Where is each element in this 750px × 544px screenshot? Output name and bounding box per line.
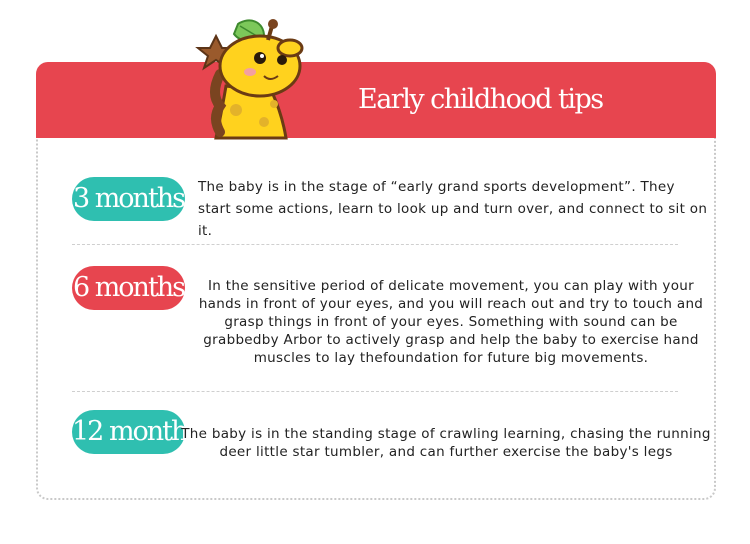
age-badge-3-months: 3 months (72, 177, 185, 221)
giraffe-mascot-icon (190, 14, 320, 142)
page-title: Early childhood tips (358, 84, 603, 115)
age-badge-6-months: 6 months (72, 266, 185, 310)
tip-text-3-months: The baby is in the stage of “early grand sports development”. They start some actions, learn to look up and turn over, and connect to sit on it. (198, 179, 708, 239)
tip-text-6-months: In the sensitive period of delicate movement, you can play with your hands in front of your eyes, and you will reach out and try to touch and grasp things in front of your eyes. Something with sound can be grabbedby Arbor to actively grasp and help the baby to exercise hand muscles to lay thefoundation for future big movements. (198, 278, 704, 366)
section-divider (72, 244, 678, 245)
tip-text-12-months: The baby is in the standing stage of crawling learning, chasing the running deer little star tumbler, and can further exercise the baby's legs (181, 426, 711, 460)
section-divider (72, 391, 678, 392)
age-badge-12-months: 12 months (72, 410, 185, 454)
